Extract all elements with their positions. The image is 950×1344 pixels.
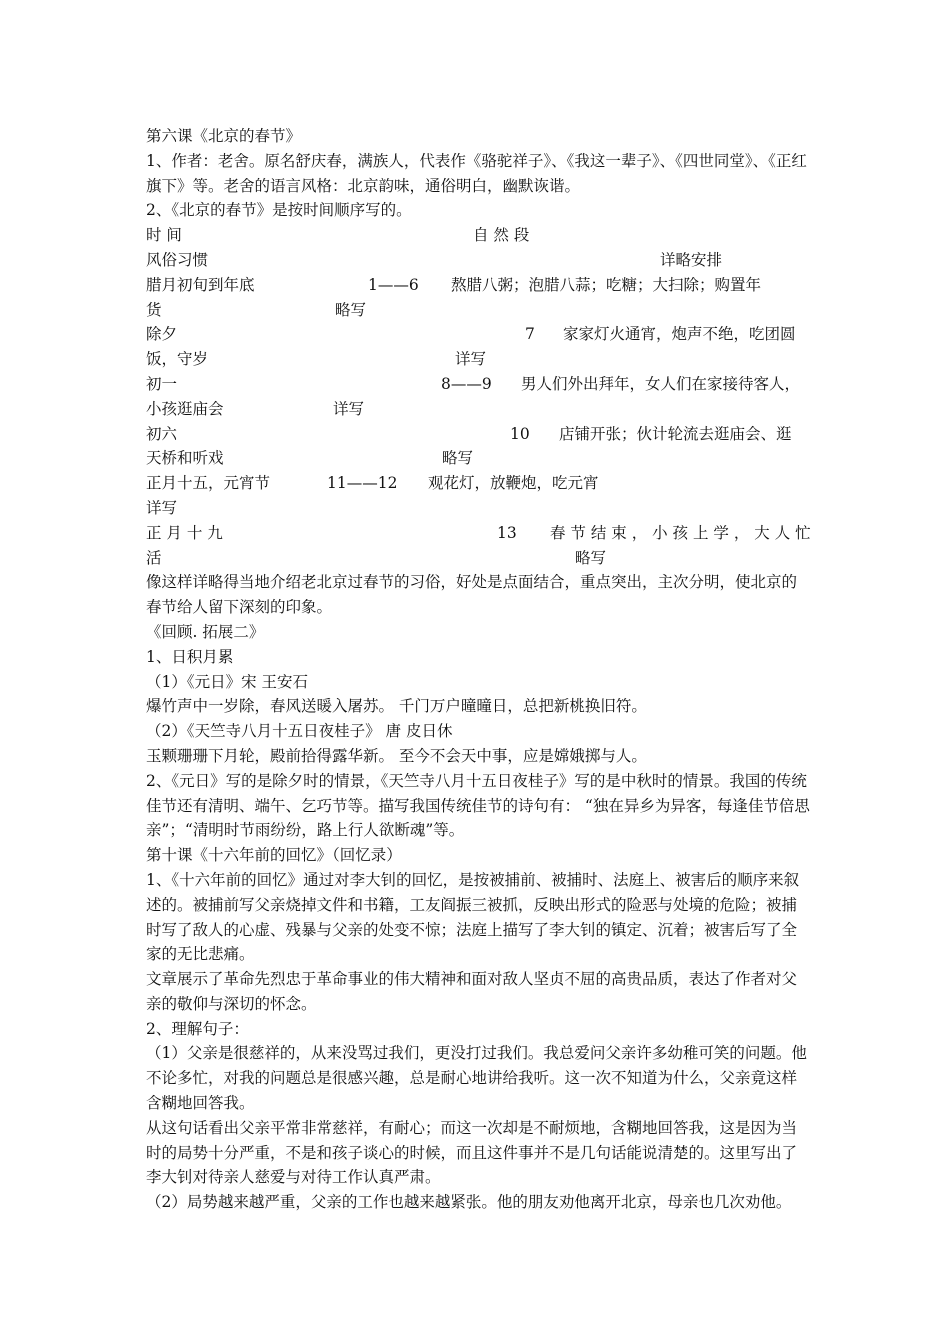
col-detail-header: 详略安排 — [660, 250, 723, 269]
row-custom-cont: 小孩逛庙会 — [146, 399, 224, 418]
row-detail: 略写 — [442, 449, 474, 468]
table-row-cont — [146, 446, 810, 471]
lesson6-summary: 像这样详略得当地介绍老北京过春节的习俗，好处是点面结合，重点突出，主次分明，使北京的春节给人留下深刻的印象。 — [146, 573, 798, 617]
row-para: 1——6 — [368, 275, 419, 294]
row-time: 正月十五，元宵节 — [146, 474, 271, 493]
lesson6-p1: 1、作者：老舍。原名舒庆春，满族人，代表作《骆驼祥子》、《我这一辈子》、《四世同堂》、《正红 — [146, 151, 807, 170]
table-row — [146, 273, 810, 298]
row-custom: 观花灯，放鞭炮，吃元宵 — [428, 474, 599, 493]
table-row-cont — [146, 397, 810, 422]
col-para-header: 自 然 段 — [473, 226, 530, 245]
table-row — [146, 422, 810, 447]
table-row — [146, 521, 810, 546]
lesson10-p1: 1、《十六年前的回忆》通过对李大钊的回忆，是按被捕前、被捕时、法庭上、被害后的顺序来叙述的。被捕前写父亲烧掉文件和书籍，工友阎振三被抓，反映出形式的险恶与处境的危险；被捕时写了敌人的心虚、残暴与父亲的处变不惊；法庭上描写了李大钊的镇定、沉着；被害后写了全家的无比悲痛。 — [146, 870, 800, 964]
row-detail: 详写 — [455, 350, 487, 369]
row-custom: 店铺开张；伙计轮流去逛庙会、逛 — [559, 424, 792, 443]
row-time: 初六 — [146, 424, 178, 443]
row-para: 8——9 — [441, 374, 492, 393]
poem2-text: 玉颗珊珊下月轮，殿前拾得露华新。 至今不会天中事，应是嫦娥掷与人。 — [146, 746, 647, 765]
row-detail: 详写 — [146, 498, 178, 517]
poem2-title: （2）《天竺寺八月十五日夜桂子》 唐 皮日休 — [146, 722, 453, 741]
table-row — [146, 372, 810, 397]
row-time: 腊月初旬到年底 — [146, 275, 255, 294]
table-row-cont — [146, 298, 810, 323]
row-para: 13 — [497, 523, 517, 542]
col-time-header: 时 间 — [146, 226, 182, 245]
row-custom-cont: 饭，守岁 — [146, 350, 209, 369]
review-s2: 2、《元日》写的是除夕时的情景，《天竺寺八月十五日夜桂子》写的是中秋时的情景。我国的传统佳节还有清明、端午、乞巧节等。描写我国传统佳节的诗句有： “独在异乡为异客，每逢佳节倍思亲”；“清明时节雨纷纷，路上行人欲断魂”等。 — [146, 771, 810, 840]
lesson10-q1: （1）父亲是很慈祥的，从来没骂过我们，更没打过我们。我总爱问父亲许多幼稚可笑的问题。他不论多忙，对我的问题总是很感兴趣，总是耐心地讲给我听。这一次不知道为什么，父亲竟这样含糊地回答我。 — [146, 1044, 807, 1113]
table-row-cont — [146, 496, 810, 521]
review-title: 《回顾. 拓展二》 — [146, 622, 265, 641]
row-detail: 详写 — [333, 399, 365, 418]
lesson10-p2: 文章展示了革命先烈忠于革命事业的伟大精神和面对敌人坚贞不屈的高贵品质，表达了作者对父亲的敬仰与深切的怀念。 — [146, 970, 798, 1013]
row-para: 11——12 — [327, 474, 398, 493]
poem1-text: 爆竹声中一岁除，春风送暖入屠苏。 千门万户曈曈日，总把新桃换旧符。 — [146, 697, 647, 716]
table-header-row-2 — [146, 248, 810, 273]
document-page — [146, 124, 810, 1215]
row-time: 除夕 — [146, 325, 178, 344]
table-row — [146, 471, 810, 496]
row-time: 初一 — [146, 374, 178, 393]
lesson10-a1: 从这句话看出父亲平常非常慈祥，有耐心；而这一次却是不耐烦地，含糊地回答我，这是因为当时的局势十分严重，不是和孩子谈心的时候，而且这件事并不是几句话能说清楚的。这里写出了李大钊对待亲人慈爱与对待工作认真严肃。 — [146, 1118, 798, 1187]
poem1-title: （1）《元日》宋 王安石 — [146, 672, 309, 691]
lesson10-q2: （2）局势越来越严重，父亲的工作也越来越紧张。他的朋友劝他离开北京，母亲也几次劝他。 — [146, 1193, 792, 1212]
table-header-row-1 — [146, 223, 810, 248]
col-custom-header: 风俗习惯 — [146, 250, 209, 269]
row-time: 正 月 十 九 — [146, 523, 223, 542]
lesson6-title: 第六课《北京的春节》 — [146, 127, 302, 145]
row-custom: 熬腊八粥；泡腊八蒜；吃糖；大扫除；购置年 — [451, 275, 762, 294]
row-custom-cont: 天桥和听戏 — [146, 449, 224, 468]
review-s1: 1、日积月累 — [146, 647, 234, 666]
table-row-cont — [146, 546, 810, 571]
row-custom-cont: 货 — [146, 300, 162, 319]
lesson6-p1-cont: 旗下》等。老舍的语言风格：北京韵味，通俗明白，幽默诙谐。 — [146, 176, 581, 195]
lesson10-s2: 2、理解句子： — [146, 1019, 249, 1038]
table-row — [146, 322, 810, 347]
row-para: 10 — [510, 424, 530, 443]
table-row-cont — [146, 347, 810, 372]
lesson10-title: 第十课《十六年前的回忆》（回忆录） — [146, 846, 402, 865]
row-custom: 男人们外出拜年，女人们在家接待客人， — [521, 374, 801, 393]
row-custom: 春 节 结 束 ， 小 孩 上 学 ， 大 人 忙 — [550, 523, 811, 542]
lesson6-p2: 2、《北京的春节》是按时间顺序写的。 — [146, 201, 412, 220]
row-custom: 家家灯火通宵，炮声不绝，吃团圆 — [563, 325, 796, 344]
row-detail: 略写 — [575, 548, 607, 567]
row-detail: 略写 — [335, 300, 367, 319]
row-custom-cont: 活 — [146, 548, 162, 567]
row-para: 7 — [525, 325, 535, 344]
